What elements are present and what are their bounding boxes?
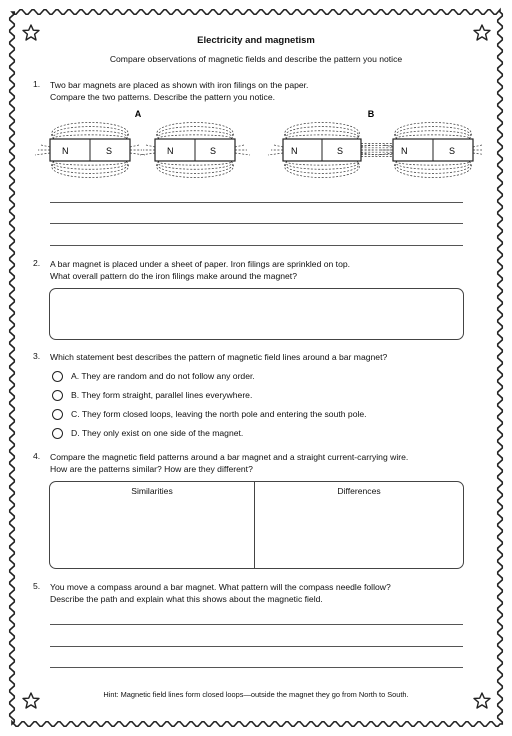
- q3-option-a[interactable]: [52, 369, 255, 383]
- radio-button[interactable]: [52, 390, 63, 401]
- pole-label-n: N: [401, 146, 408, 156]
- radio-button[interactable]: [52, 409, 63, 420]
- option-label: C. They form closed loops, leaving the north pole and entering the south pole.: [71, 409, 367, 419]
- worksheet-title: Electricity and magnetism: [197, 35, 315, 46]
- q5-text-line2: Describe the path and explain what this shows about the magnetic field.: [50, 594, 323, 604]
- bar-magnet: [50, 139, 130, 161]
- answer-line[interactable]: [50, 202, 463, 203]
- q2-answer-box[interactable]: [49, 288, 464, 340]
- q5-number: 5.: [33, 581, 41, 591]
- radio-button[interactable]: [52, 428, 63, 439]
- q4-number: 4.: [33, 451, 41, 461]
- option-label: D. They only exist on one side of the magnet.: [71, 428, 244, 438]
- differences-header: Differences: [337, 486, 381, 496]
- q3-option-c[interactable]: [52, 407, 367, 421]
- q1-number: 1.: [33, 79, 41, 89]
- pole-label-s: S: [210, 146, 217, 156]
- pole-label-s: S: [449, 146, 456, 156]
- answer-line[interactable]: [50, 624, 463, 625]
- pole-label-n: N: [62, 146, 69, 156]
- bar-magnet: [393, 139, 473, 161]
- answer-line[interactable]: [50, 245, 463, 246]
- pole-label-n: N: [291, 146, 298, 156]
- diagram-label-a: A: [134, 109, 142, 119]
- answer-line[interactable]: [50, 667, 463, 668]
- differences-answer-area[interactable]: [257, 500, 461, 566]
- radio-button[interactable]: [52, 371, 63, 382]
- q5-text-line1: You move a compass around a bar magnet. What pattern will the compass needle follow?: [50, 582, 391, 592]
- q2-text-line1: A bar magnet is placed under a sheet of paper. Iron filings are sprinkled on top.: [50, 259, 351, 269]
- pole-label-s: S: [337, 146, 344, 156]
- option-label: B. They form straight, parallel lines everywhere.: [71, 390, 253, 400]
- option-label: A. They are random and do not follow any order.: [71, 371, 255, 381]
- q1-text-line2: Compare the two patterns. Describe the pattern you notice.: [50, 92, 275, 102]
- q4-compare-table: [49, 481, 464, 569]
- q2-text-line2: What overall pattern do the iron filings make around the magnet?: [50, 271, 297, 281]
- q1-text-line1: Two bar magnets are placed as shown with iron filings on the paper.: [50, 80, 309, 90]
- q3-option-b[interactable]: [52, 388, 252, 402]
- pole-label-s: S: [106, 146, 113, 156]
- worksheet-subtitle: Compare observations of magnetic fields and describe the pattern you notice: [109, 54, 403, 64]
- q3-number: 3.: [33, 351, 41, 361]
- similarities-header: Similarities: [131, 486, 173, 496]
- answer-line[interactable]: [50, 646, 463, 647]
- q3-option-d[interactable]: [52, 426, 243, 440]
- q2-number: 2.: [33, 258, 41, 268]
- hint-text: Hint: Magnetic field lines form closed loops—outside the magnet they go from North to South.: [103, 690, 409, 699]
- magnets-iron-filings-diagram: [30, 104, 482, 186]
- bar-magnet: [283, 139, 361, 161]
- similarities-answer-area[interactable]: [52, 500, 252, 566]
- q4-text-line2: How are the patterns similar? How are they different?: [50, 464, 253, 474]
- q4-text-line1: Compare the magnetic field patterns around a bar magnet and a straight current-carrying wire.: [50, 452, 409, 462]
- answer-line[interactable]: [50, 223, 463, 224]
- pole-label-n: N: [167, 146, 174, 156]
- q3-text: Which statement best describes the pattern of magnetic field lines around a bar magnet?: [50, 352, 388, 362]
- bar-magnet: [155, 139, 235, 161]
- diagram-label-b: B: [367, 109, 375, 119]
